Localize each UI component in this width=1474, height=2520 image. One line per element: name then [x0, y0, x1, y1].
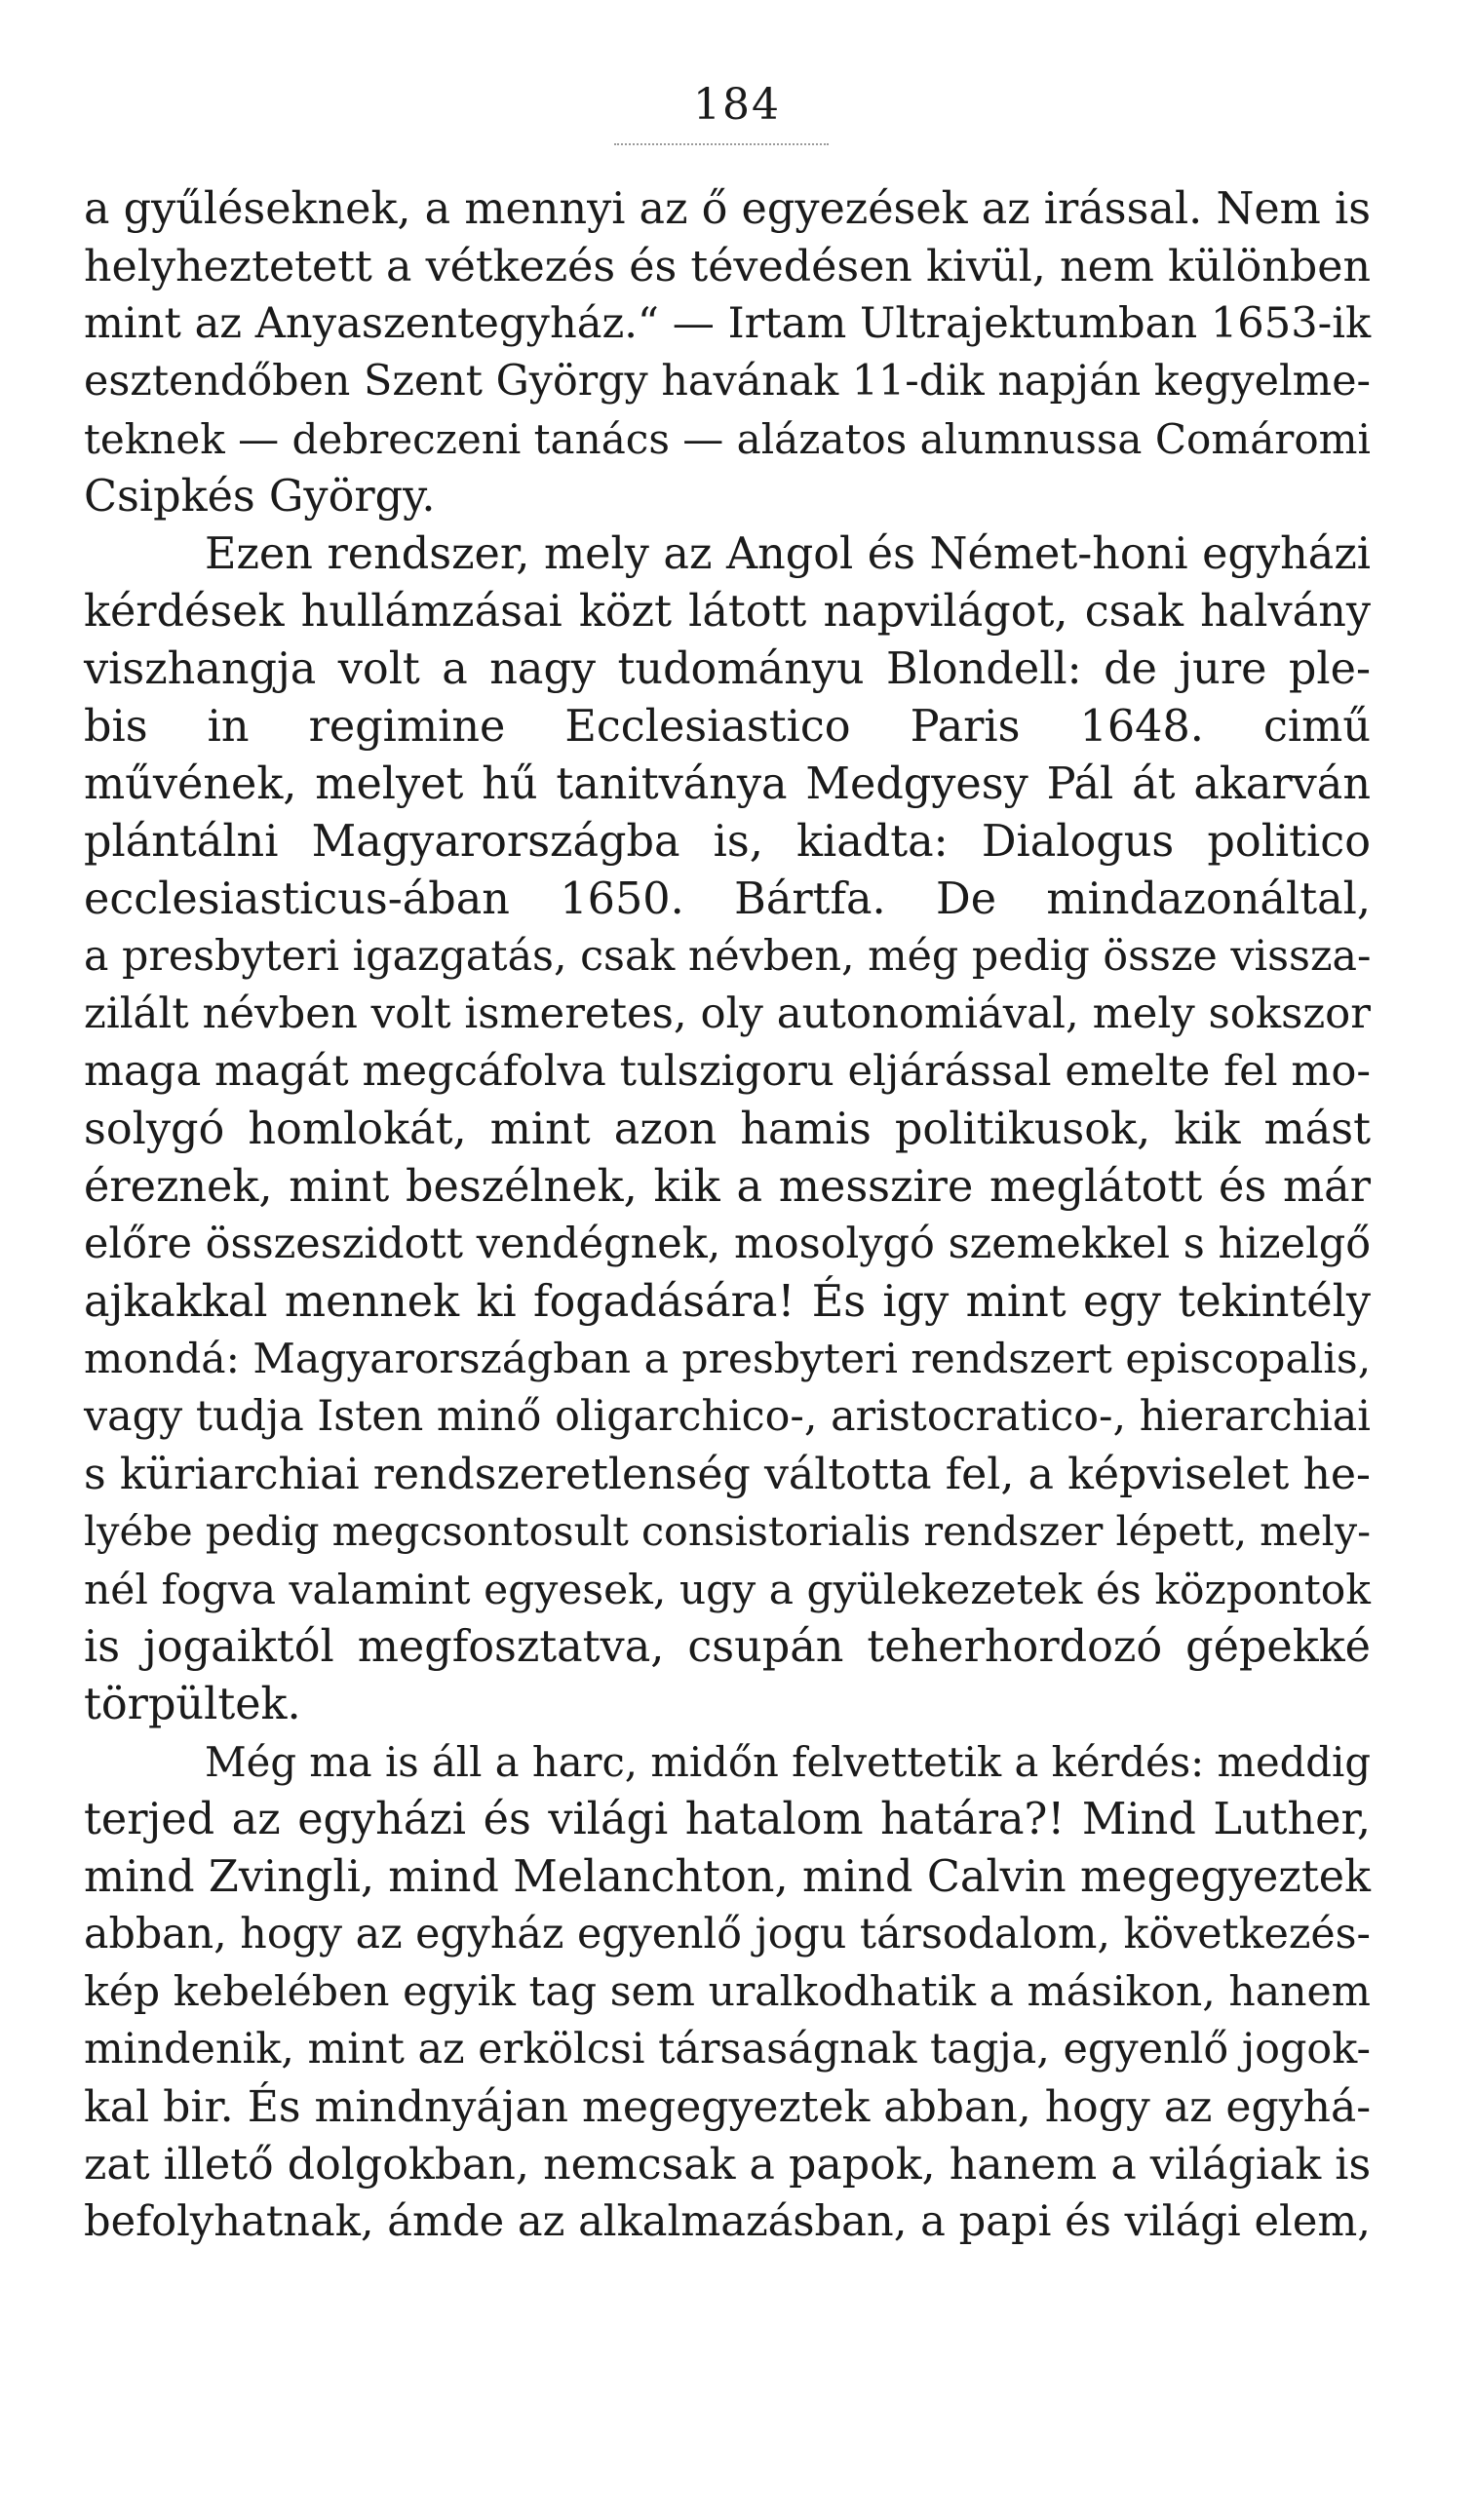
text-line: művének, melyet hű tanitványa Medgyesy Pál át akarván [84, 759, 1371, 809]
text-line: esztendőben Szent György havának 11-dik napján kegyelme- [84, 357, 1371, 406]
text-line: lyébe pedig megcsontosult consistorialis rendszer lépett, mely- [84, 1508, 1372, 1555]
text-line: maga magát megcáfolva tulszigoru eljárással emelte fel mo- [84, 1047, 1371, 1096]
text-line: éreznek, mint beszélnek, kik a messzire meglátott és már [84, 1162, 1371, 1212]
text-line: mondá: Magyarországban a presbyteri rendszert episcopalis, [84, 1336, 1372, 1383]
text-line: s küriarchiai rendszeretlenség váltotta fel, a képviselet he- [84, 1450, 1371, 1499]
text-line: kérdések hullámzásai közt látott napvilágot, csak halvány [84, 587, 1371, 637]
text-line: plántálni Magyarországba is, kiadta: Dialogus politico [84, 817, 1371, 867]
text-line: bis in regimine Ecclesiastico Paris 1648. cimű [84, 702, 1371, 752]
text-line: törpültek. [84, 1680, 301, 1729]
text-line: abban, hogy az egyház egyenlő jogu társodalom, következés- [84, 1910, 1371, 1958]
text-line: zat illető dolgokban, nemcsak a papok, hanem a világiak is [84, 2140, 1372, 2190]
text-line: solygó homlokát, mint azon hamis politikusok, kik mást [84, 1105, 1371, 1154]
text-line: viszhangja volt a nagy tudományu Blondell: de jure ple- [84, 644, 1371, 694]
text-line: terjed az egyházi és világi hatalom határa?! Mind Luther, [84, 1795, 1371, 1844]
page-number: 184 [693, 80, 781, 130]
text-line: mindenik, mint az erkölcsi társaságnak tagja, egyenlő jogok- [84, 2025, 1371, 2074]
text-line: vagy tudja Isten minő oligarchico-, aristocratico-, hierarchiai [84, 1392, 1371, 1441]
text-line: Még ma is áll a harc, midőn felvettetik a kérdés: meddig [205, 1738, 1371, 1786]
text-line: mint az Anyaszentegyház.“ — Irtam Ultrajektumban 1653-ik [84, 299, 1372, 348]
text-line: nél fogva valamint egyesek, ugy a gyülekezetek és központok [84, 1566, 1371, 1613]
text-line: kép kebelében egyik tag sem uralkodhatik a másikon, hanem [84, 1968, 1371, 2016]
text-line: kal bir. És mindnyájan megegyeztek abban, hogy az egyhá- [84, 2082, 1372, 2132]
text-line: zilált névben volt ismeretes, oly autonomiával, mely sokszor [84, 989, 1371, 1038]
text-line: előre összeszidott vendégnek, mosolygó szemekkel s hizelgő [84, 1220, 1372, 1268]
text-line: a presbyteri igazgatás, csak névben, még pedig össze vissza- [84, 932, 1372, 981]
text-line: a gyűléseknek, a mennyi az ő egyezések az irással. Nem is [84, 184, 1372, 234]
text-line: befolyhatnak, ámde az alkalmazásban, a papi és világi elem, [84, 2197, 1371, 2246]
text-line: is jogaiktól megfosztatva, csupán teherhordozó gépekké [84, 1622, 1371, 1672]
text-line: teknek — debreczeni tanács — alázatos alumnussa Comáromi [84, 415, 1372, 463]
text-line: mind Zvingli, mind Melanchton, mind Calvin megegyeztek [84, 1852, 1371, 1902]
text-line: ajkakkal mennek ki fogadására! És igy mint egy tekintély [84, 1277, 1371, 1327]
text-line: helyheztetett a vétkezés és tévedésen kivül, nem különben [84, 242, 1371, 291]
text-line: Ezen rendszer, mely az Angol és Német-honi egyházi [205, 529, 1371, 579]
text-line: ecclesiasticus-ában 1650. Bártfa. De mindazonáltal, [84, 874, 1371, 924]
body-text [84, 180, 1371, 2251]
header-rule [614, 143, 829, 145]
text-line: Csipkés György. [84, 472, 436, 522]
